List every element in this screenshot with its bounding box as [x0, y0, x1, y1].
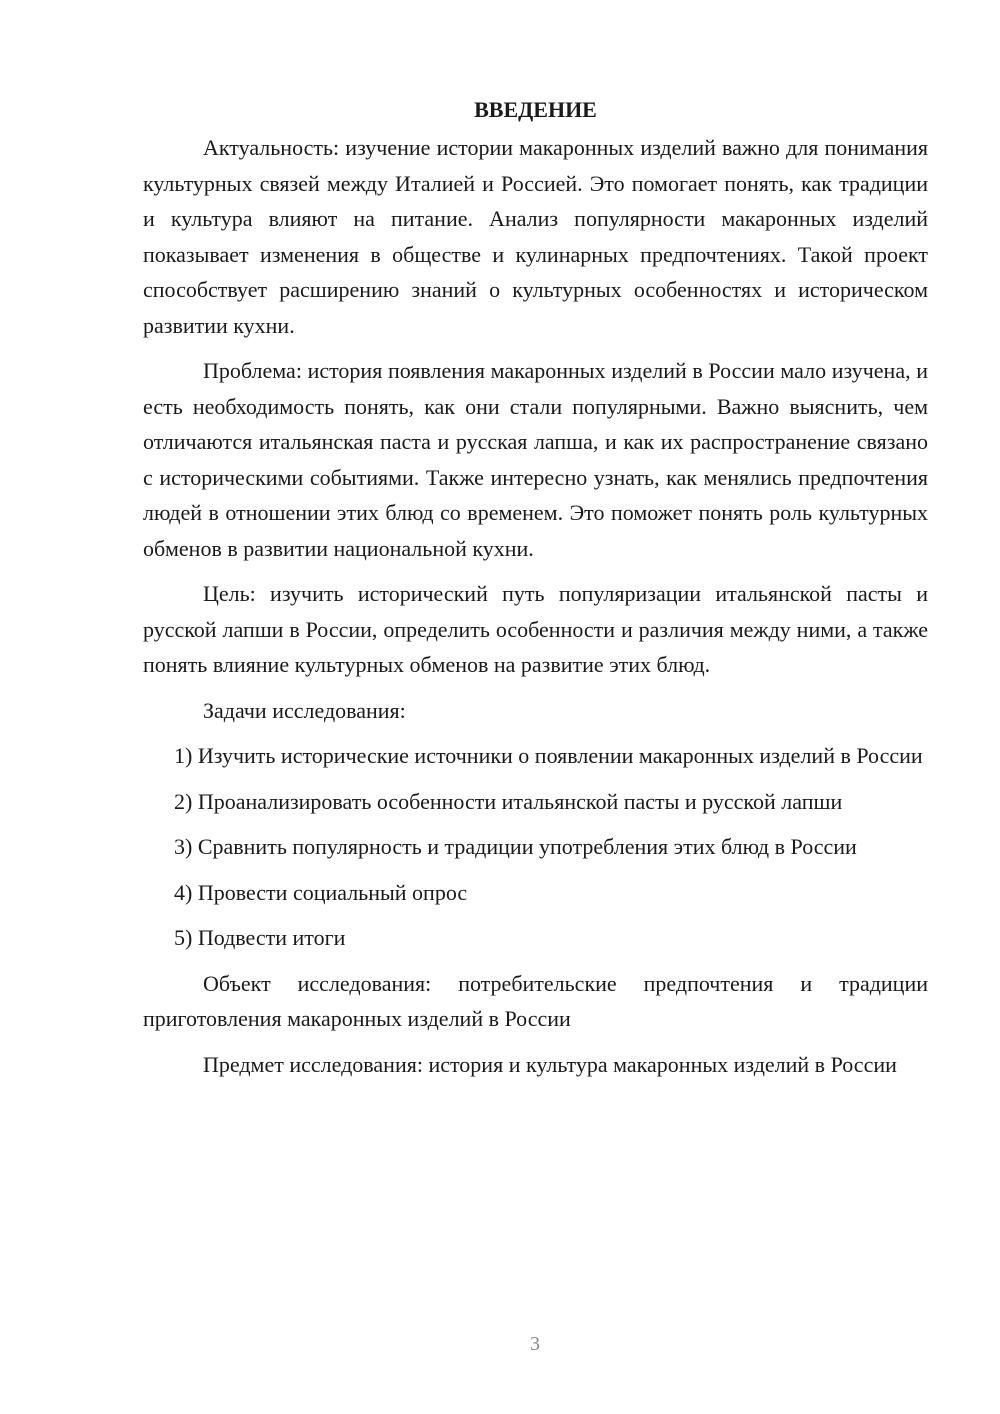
paragraph-object: Объект исследования: потребительские предпочтения и традиции приготовления макаронных изделий в России: [143, 970, 928, 1031]
paragraph-actuality: Актуальность: изучение истории макаронных изделий важно для понимания культурных связей между Италией и Россией. Это помогает понять, как традиции и культура влияют на питание. Анализ популярности макаронных изделий показывает изменения в обществе и кулинарных предпочтениях. Такой проект способствует расширению знаний о культурных особенностях и историческом развитии кухни.: [143, 135, 928, 338]
task-item-5: 5) Подвести итоги: [174, 925, 346, 950]
task-item-3: 3) Сравнить популярность и традиции употребления этих блюд в России: [174, 834, 857, 859]
task-item-2: 2) Проанализировать особенности итальянской пасты и русской лапши: [174, 788, 843, 814]
paragraph-subject: Предмет исследования: история и культура макаронных изделий в России: [203, 1051, 897, 1077]
tasks-title: Задачи исследования:: [203, 697, 406, 723]
paragraph-problem: Проблема: история появления макаронных изделий в России мало изучена, и есть необходимость понять, как они стали популярными. Важно выяснить, чем отличаются итальянская паста и русская лапша, и как их распространение связано с историческими событиями. Также интересно узнать, как менялись предпочтения людей в отношении этих блюд со временем. Это поможет понять роль культурных обменов в развитии национальной кухни.: [143, 358, 928, 561]
task-item-4: 4) Провести социальный опрос: [174, 879, 468, 905]
task-item-1: 1) Изучить исторические источники о появлении макаронных изделий в России: [174, 743, 923, 768]
page-content: [143, 92, 928, 1092]
section-heading: ВВЕДЕНИЕ: [474, 97, 597, 122]
paragraph-goal: Цель: изучить исторический путь популяризации итальянской пасты и русской лапши в России, определить особенности и различия между ними, а также понять влияние культурных обменов на развитие этих блюд.: [143, 581, 928, 677]
page-number: 3: [530, 1333, 540, 1355]
